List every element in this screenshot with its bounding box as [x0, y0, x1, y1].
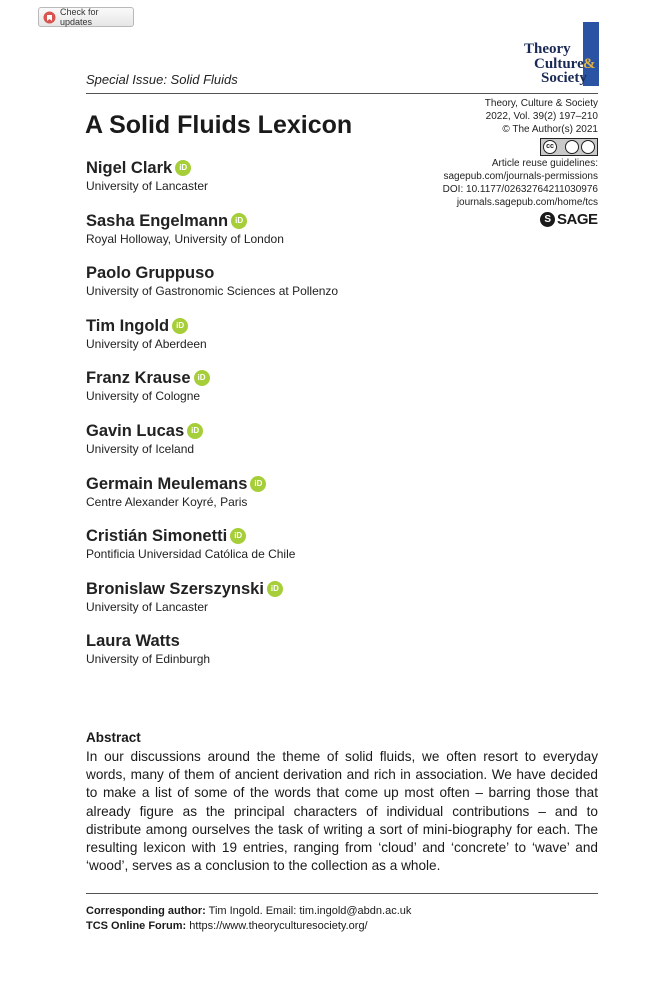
author-entry [86, 315, 486, 368]
author-affiliation: University of Aberdeen [86, 336, 207, 351]
logo-word-society: Society [541, 70, 587, 86]
volume-info: 2022, Vol. 39(2) 197–210 [485, 111, 598, 122]
permissions-link[interactable]: sagepub.com/journals-permissions [443, 171, 598, 182]
crossmark-icon [43, 11, 56, 24]
author-name-text: Tim Ingold [86, 316, 170, 335]
author-name-text: Paolo Gruppuso [86, 264, 215, 283]
by-circle [565, 140, 579, 154]
author-name [86, 525, 486, 547]
forum-line [86, 919, 411, 934]
author-entry [86, 578, 486, 631]
orcid-icon[interactable]: iD [194, 370, 210, 386]
article-title: A Solid Fluids Lexicon [85, 111, 353, 139]
orcid-icon[interactable]: iD [187, 423, 203, 439]
orcid-icon[interactable]: iD [231, 213, 247, 229]
nc-circle [581, 140, 595, 154]
author-name [86, 578, 486, 600]
author-entry [86, 157, 486, 210]
doi[interactable]: DOI: 10.1177/02632764211030976 [442, 184, 598, 195]
footer-notes [86, 904, 411, 934]
journal-url[interactable]: journals.sagepub.com/home/tcs [456, 197, 598, 208]
author-name-text: Nigel Clark [86, 159, 173, 177]
orcid-icon[interactable]: iD [230, 528, 246, 544]
header-divider [86, 93, 598, 94]
journal-name: Theory, Culture & Society [484, 98, 598, 109]
orcid-icon[interactable]: iD [172, 318, 188, 334]
author-name [86, 262, 486, 284]
author-name-text: Sasha Engelmann [86, 211, 229, 230]
author-name-text: Bronislaw Szerszynski [86, 579, 264, 598]
author-affiliation: University of Edinburgh [86, 652, 211, 667]
author-name-text: Laura Watts [86, 632, 180, 651]
orcid-icon[interactable]: iD [175, 160, 191, 176]
abstract-heading: Abstract [86, 730, 141, 745]
author-entry [86, 367, 486, 420]
logo-word-theory: Theory [524, 41, 571, 57]
author-name [86, 367, 486, 389]
logo-ampersand: & [583, 56, 596, 72]
cc-circle: cc [543, 140, 557, 154]
corresponding-label: Corresponding author: [86, 905, 206, 917]
author-entry [86, 473, 486, 526]
corresponding-text: Tim Ingold. Email: tim.ingold@abdn.ac.uk [208, 905, 412, 917]
orcid-icon[interactable]: iD [267, 581, 283, 597]
author-name-text: Gavin Lucas [86, 421, 185, 440]
footer-divider [86, 893, 598, 894]
journal-logo [520, 22, 600, 88]
check-for-updates-button[interactable] [38, 7, 134, 27]
sage-wordmark: SAGE [557, 211, 598, 228]
author-list [86, 157, 486, 683]
corresponding-author [86, 904, 411, 919]
cc-license-icon [540, 138, 598, 156]
author-affiliation: University of Lancaster [86, 599, 209, 614]
author-name [86, 630, 486, 652]
forum-label: TCS Online Forum: [86, 920, 187, 932]
author-affiliation: University of Lancaster [86, 179, 209, 193]
author-name-text: Franz Krause [86, 369, 191, 388]
author-name [86, 157, 486, 179]
author-affiliation: Pontificia Universidad Católica de Chile [86, 547, 296, 562]
author-name [86, 473, 486, 495]
check-for-updates-label: Check for updates [60, 7, 99, 27]
sage-logo [540, 211, 598, 228]
orcid-icon[interactable]: iD [250, 476, 266, 492]
author-name [86, 315, 486, 337]
publication-info [485, 97, 598, 160]
author-entry [86, 525, 486, 578]
author-name [86, 420, 486, 442]
author-affiliation: Centre Alexander Koyré, Paris [86, 494, 248, 509]
author-affiliation: University of Cologne [86, 389, 201, 404]
author-name [86, 210, 486, 232]
author-name-text: Germain Meulemans [86, 474, 248, 493]
author-entry [86, 630, 486, 683]
abstract-body: In our discussions around the theme of solid fluids, we often resort to everyday words, many of them of ancient derivation and rich in association. We have decided to make a list of some of the words that come up most often – barring those that already figure as the principal characters of individual contributions – and to distribute among ourselves the task of writing a sort of mini-biography for each. The resulting lexicon with 19 entries, ranging from ‘cloud’ and ‘concrete’ to ‘wave’ and ‘wood’, serves as a conclusion to the collection as a whole. [86, 749, 598, 874]
logo-word-culture: Culture [534, 56, 584, 72]
author-affiliation: Royal Holloway, University of London [86, 231, 284, 246]
author-affiliation: University of Gastronomic Sciences at Pollenzo [86, 284, 339, 299]
author-entry [86, 210, 486, 263]
sage-mark-icon: S [540, 212, 555, 227]
author-entry [86, 420, 486, 473]
author-affiliation: University of Iceland [86, 441, 195, 456]
copyright: © The Author(s) 2021 [502, 124, 598, 135]
author-entry [86, 262, 486, 315]
forum-url[interactable]: https://www.theoryculturesociety.org/ [189, 920, 368, 932]
reuse-label: Article reuse guidelines: [491, 158, 598, 169]
special-issue-label: Special Issue: Solid Fluids [86, 72, 238, 87]
author-name-text: Cristián Simonetti [86, 527, 228, 546]
